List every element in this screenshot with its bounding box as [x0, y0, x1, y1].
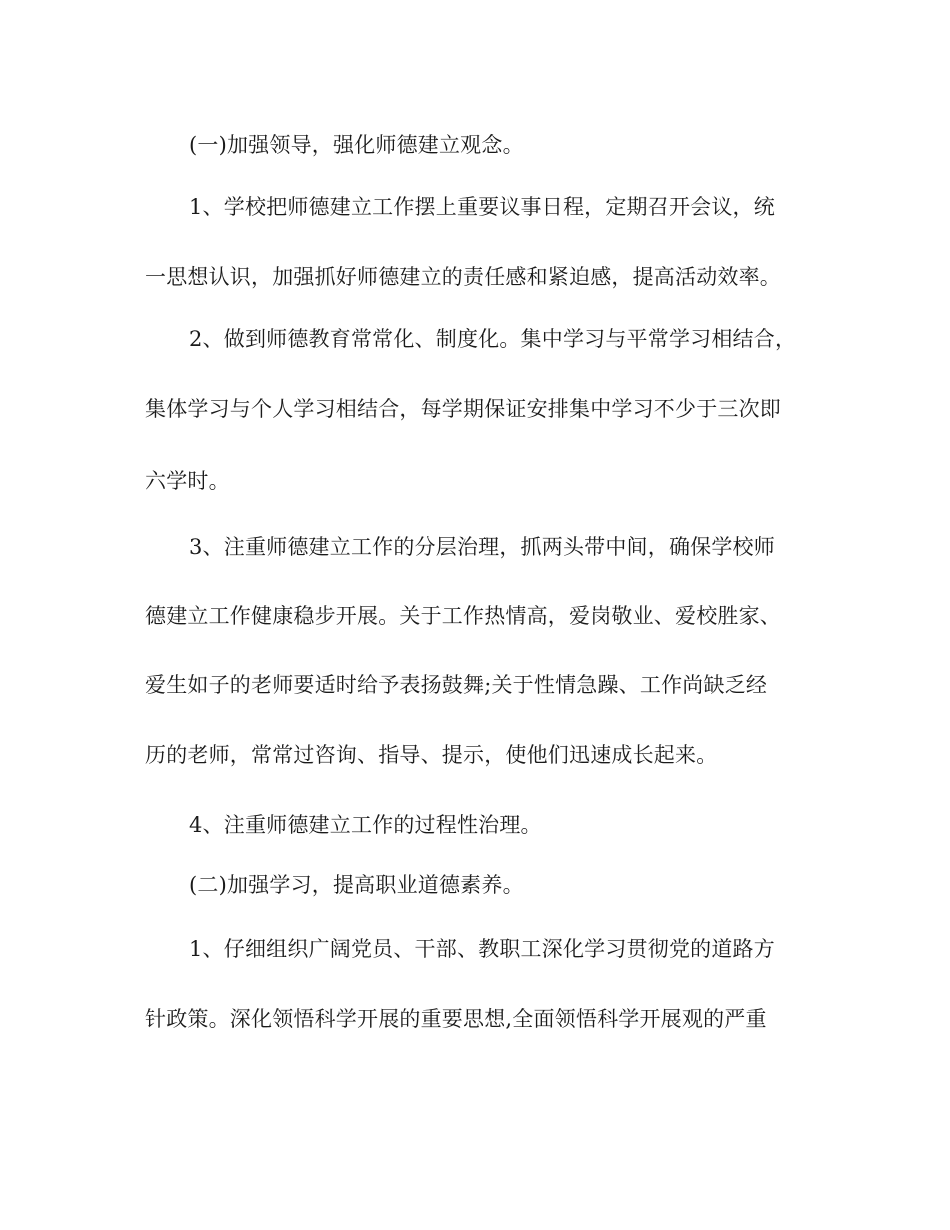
section-heading-2: (二)加强学习，提高职业道德素养。 — [189, 873, 524, 897]
paragraph-line: 历的老师，常常过咨询、指导、提示，使他们迅速成长起来。 — [145, 743, 718, 767]
paragraph-line: 六学时。 — [145, 469, 230, 493]
section-heading-1: (一)加强领导，强化师德建立观念。 — [189, 133, 524, 157]
paragraph-line: 2、做到师德教育常常化、制度化。集中学习与平常学习相结合， — [189, 327, 797, 351]
paragraph-line: 针政策。深化领悟科学开展的重要思想,全面领悟科学开展观的严重 — [145, 1007, 767, 1031]
paragraph-line: 1、仔细组织广阔党员、干部、教职工深化学习贯彻党的道路方 — [189, 937, 775, 961]
paragraph-line: 3、注重师德建立工作的分层治理，抓两头带中间，确保学校师 — [189, 535, 775, 559]
paragraph-line: 一思想认识，加强抓好师德建立的责任感和紧迫感，提高活动效率。 — [145, 265, 781, 289]
paragraph-line: 4、注重师德建立工作的过程性治理。 — [189, 813, 542, 837]
paragraph-line: 集体学习与个人学习相结合，每学期保证安排集中学习不少于三次即 — [145, 397, 781, 421]
paragraph-line: 爱生如子的老师要适时给予表扬鼓舞;关于性情急躁、工作尚缺乏经 — [145, 673, 768, 697]
paragraph-line: 德建立工作健康稳步开展。关于工作热情高，爱岗敬业、爱校胜家、 — [145, 604, 781, 628]
paragraph-line: 1、学校把师德建立工作摆上重要议事日程，定期召开会议，统 — [189, 195, 775, 219]
